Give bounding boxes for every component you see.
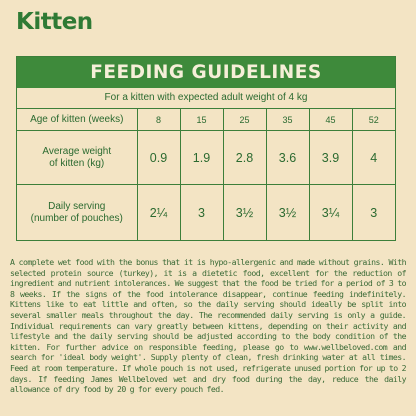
table-row [17, 185, 395, 241]
page-title: Kitten [16, 9, 93, 35]
feeding-guidelines-panel [16, 56, 396, 241]
serving-cell: 3½ [223, 185, 266, 241]
table-header-row [17, 109, 395, 131]
age-col: 52 [352, 109, 395, 131]
table-row [17, 131, 395, 185]
feeding-table [17, 109, 395, 240]
age-label: Age of kitten (weeks) [17, 109, 137, 131]
weight-cell: 2.8 [223, 131, 266, 185]
serving-cell: 2¼ [137, 185, 180, 241]
weight-cell: 4 [352, 131, 395, 185]
weight-cell: 0.9 [137, 131, 180, 185]
age-col: 25 [223, 109, 266, 131]
age-col: 8 [137, 109, 180, 131]
weight-cell: 3.9 [309, 131, 352, 185]
feeding-instructions-text: A complete wet food with the bonus that it is hypo-allergenic and made without grains. With selected protein source (turkey), it is a dietetic food, excellent for the reduction of ingredient and nutrient intolerances. We suggest that the food be tried for a period of 3 to 8 weeks. If the signs of the food intolerance disappear, continue feeding indefinitely. Kittens like to eat little and often, so the daily serving should ideally be split into several smaller meals throughout the day. The recommended daily serving is only a guide. Individual requirements can vary greatly between kittens, depending on their activity and lifestyle and the daily serving should be adjusted according to the body condition of the kitten. For further advice on responsible feeding, please go to www.wellbeloved.com and search for 'ideal body weight'. Supply plenty of clean, fresh drinking water at all times. Feed at room temperature. If whole pouch is not used, refrigerate unused portion for up to 2 days. If feeding James Wellbeloved wet and dry food during the day, reduce the daily allowance of dry food by 20 g for every pouch fed. [10, 257, 406, 395]
feeding-guidelines-subtitle: For a kitten with expected adult weight of 4 kg [17, 88, 395, 109]
age-col: 35 [266, 109, 309, 131]
weight-label-line: of kitten (kg) [49, 157, 105, 169]
serving-cell: 3½ [266, 185, 309, 241]
serving-cell: 3 [180, 185, 223, 241]
serving-label-line: (number of pouches) [30, 212, 123, 224]
serving-cell: 3 [370, 205, 378, 220]
weight-label-line: Average weight [42, 145, 112, 157]
serving-cell: 3¼ [309, 185, 352, 241]
feeding-guidelines-banner: FEEDING GUIDELINES [17, 57, 395, 88]
weight-cell: 3.6 [266, 131, 309, 185]
weight-label [17, 131, 137, 185]
serving-label-line: Daily serving [48, 200, 106, 212]
weight-cell: 1.9 [180, 131, 223, 185]
serving-label [17, 185, 137, 241]
age-col: 45 [309, 109, 352, 131]
age-col: 15 [180, 109, 223, 131]
